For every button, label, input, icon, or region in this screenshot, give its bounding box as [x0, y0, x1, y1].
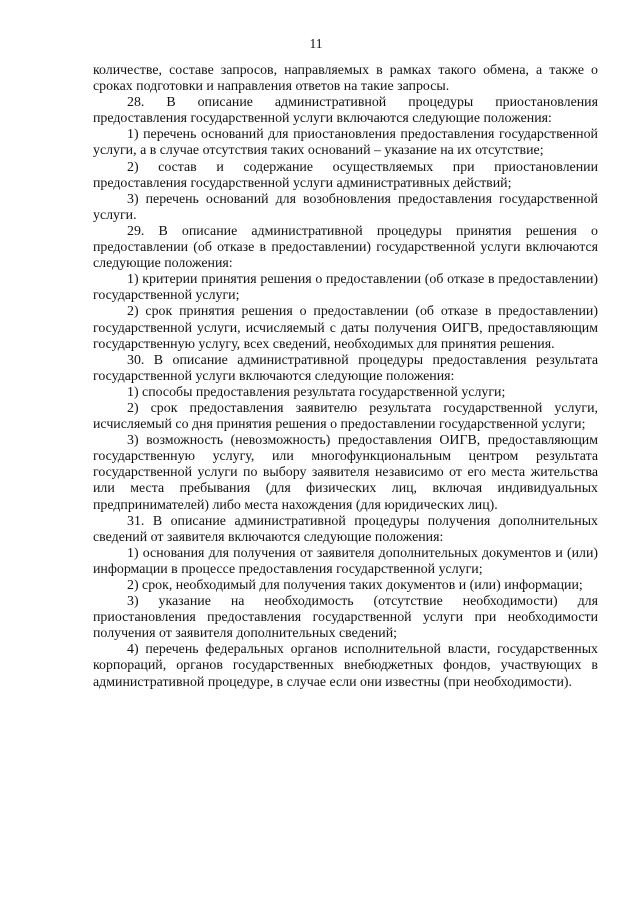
paragraph-28: 28. В описание административной процедуры приостановления предоставления государственной услуги включаются следующие положения: — [93, 95, 598, 127]
paragraph-29-item-1: 1) критерии принятия решения о предоставлении (об отказе в предоставлении) государственной услуги; — [93, 272, 598, 304]
paragraph-31-item-2: 2) срок, необходимый для получения таких документов и (или) информации; — [127, 578, 583, 593]
paragraph-31-item-3: 3) указание на необходимость (отсутствие необходимости) для приостановления предоставления государственной услуги при необходимости получения от заявителя дополнительных сведений; — [93, 594, 598, 642]
paragraph-28-item-3: 3) перечень оснований для возобновления предоставления государственной услуги. — [93, 191, 598, 223]
document-body — [93, 63, 598, 691]
paragraph-29-item-2: 2) срок принятия решения о предоставлении (об отказе в предоставлении) государственной услуги, исчисляемый с даты получения ОИГВ, предоставляющим государственную услугу, всех сведений, необходимых для принятия решения. — [93, 304, 598, 352]
paragraph-30-item-2: 2) срок предоставления заявителю результата государственной услуги, исчисляемый со дня принятия решения о предоставлении государственной услуги; — [93, 400, 598, 433]
paragraph-29: 29. В описание административной процедуры принятия решения о предоставлении (об отказе в предоставлении) государственной услуги включаются следующие положения: — [93, 223, 598, 272]
paragraph-31-item-4: 4) перечень федеральных органов исполнительной власти, государственных корпораций, органов государственных внебюджетных фондов, участвующих в административной процедуре, в случае если они известны (при необходимости). — [93, 642, 598, 690]
paragraph-31: 31. В описание административной процедуры получения дополнительных сведений от заявителя включаются следующие положения: — [93, 513, 598, 545]
paragraph-30: 30. В описание административной процедуры предоставления результата государственной услуги включаются следующие положения: — [93, 352, 598, 384]
paragraph-30-item-3: 3) возможность (невозможность) предоставления ОИГВ, предоставляющим государственную услугу, или многофункциональным центром результата государственной услуги по выбору заявителя независимо от его места жительства или места пребывания (для физических лиц, включая индивидуальных предпринимателей) либо места нахождения (для юридических лиц). — [93, 433, 598, 513]
paragraph-28-item-2: 2) состав и содержание осуществляемых при приостановлении предоставления государственной услуги административных действий; — [93, 159, 598, 191]
paragraph-30-item-1: 1) способы предоставления результата государственной услуги; — [127, 384, 506, 400]
paragraph-28-item-1: 1) перечень оснований для приостановления предоставления государственной услуги, а в случае отсутствия таких оснований – указание на их отсутствие; — [93, 127, 598, 159]
paragraph-continuation: количестве, составе запросов, направляемых в рамках такого обмена, а также о сроках подготовки и направления ответов на такие запросы. — [93, 63, 598, 95]
page-number: 11 — [309, 36, 323, 51]
paragraph-31-item-1: 1) основания для получения от заявителя дополнительных документов и (или) информации в процессе предоставления государственной услуги; — [93, 545, 598, 577]
